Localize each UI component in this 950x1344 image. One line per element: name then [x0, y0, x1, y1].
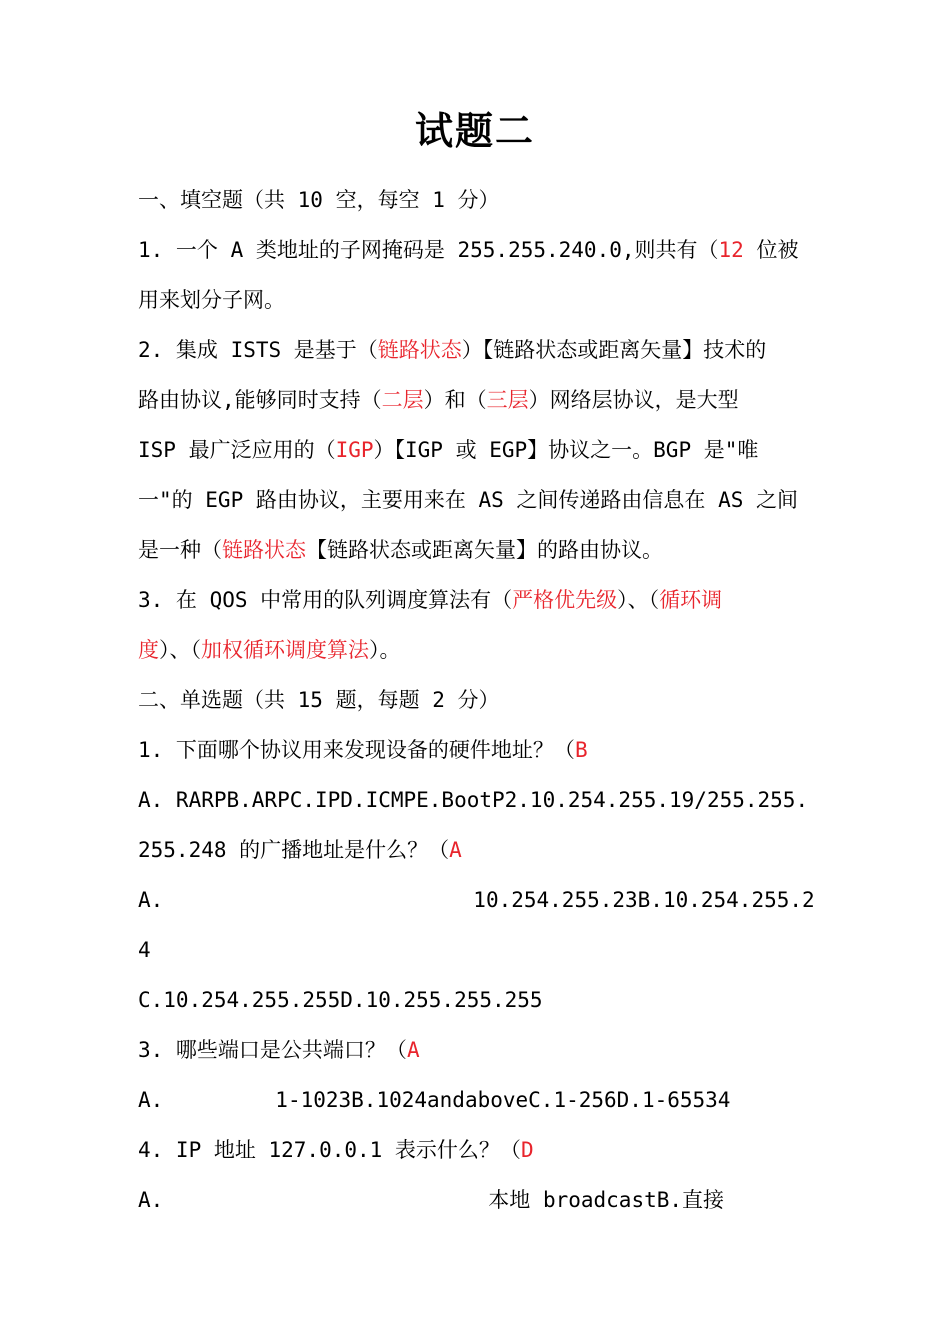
answer-text: 二层	[381, 388, 424, 412]
question-text: 【链路状态或距离矢量】的路由协议。	[306, 538, 663, 562]
text-line	[138, 835, 828, 865]
text-line	[138, 1035, 828, 1065]
text-line	[138, 885, 828, 915]
answer-text: D	[520, 1138, 534, 1162]
answer-text: 12	[718, 238, 744, 262]
page-title: 试题二	[414, 109, 535, 153]
text-line	[138, 385, 828, 415]
question-text: ）【IGP 或 EGP】协议之一。BGP 是"唯	[373, 438, 759, 462]
answer-text: 度	[138, 638, 159, 662]
question-text: 10.254.255.23B.10.254.255.2	[473, 888, 815, 912]
question-text: 1. 下面哪个协议用来发现设备的硬件地址？（	[138, 738, 575, 762]
question-text: ）、（	[159, 638, 201, 662]
question-text: 是一种（	[138, 538, 222, 562]
text-line	[138, 485, 828, 515]
question-text: 255.248 的广播地址是什么？（	[138, 838, 450, 862]
question-text: ）、（	[617, 588, 660, 612]
text-line	[138, 935, 828, 965]
text-line	[138, 985, 828, 1015]
question-text: C.10.254.255.255D.10.255.255.255	[138, 988, 543, 1012]
question-text: A.	[138, 1088, 164, 1112]
question-text: ）。	[369, 638, 401, 662]
answer-text: IGP	[335, 438, 374, 462]
answer-text: A	[406, 1038, 420, 1062]
answer-text: 链路状态	[222, 538, 306, 562]
question-text: 2. 集成 ISTS 是基于（	[138, 338, 378, 362]
text-line	[138, 635, 828, 665]
question-text: 3. 在 QOS 中常用的队列调度算法有（	[138, 588, 513, 612]
question-text: 一、填空题（共 10 空，每空 1 分）	[138, 188, 500, 212]
question-text: 用来划分子网。	[138, 288, 285, 312]
answer-text: 循环调	[659, 588, 723, 612]
answer-text: 链路状态	[377, 338, 462, 362]
text-line	[138, 185, 828, 215]
text-line	[138, 1085, 828, 1115]
text-line	[138, 235, 828, 265]
question-text: 3. 哪些端口是公共端口？（	[138, 1038, 407, 1062]
question-text: 4	[138, 938, 151, 962]
text-line	[138, 335, 828, 365]
question-text: 二、单选题（共 15 题，每题 2 分）	[138, 688, 500, 712]
answer-text: 三层	[486, 388, 529, 412]
question-text: 1-1023B.1024andaboveC.1-256D.1-65534	[275, 1088, 731, 1112]
text-line	[138, 585, 828, 615]
question-text: ）和（	[423, 388, 487, 412]
answer-text: B	[574, 738, 588, 762]
text-line	[138, 685, 828, 715]
answer-text: 严格优先级	[512, 588, 618, 612]
question-text: A. RARPB.ARPC.IPD.ICMPE.BootP2.10.254.255.19/255.255.	[138, 788, 809, 812]
answer-text: A	[449, 838, 462, 862]
question-text: ）网络层协议，是大型	[528, 388, 739, 412]
text-line	[138, 1135, 828, 1165]
text-line	[138, 735, 828, 765]
question-text: ）【链路状态或距离矢量】技术的	[461, 338, 767, 362]
answer-text: 加权循环调度算法	[201, 638, 369, 662]
question-text: 一"的 EGP 路由协议，主要用来在 AS 之间传递路由信息在 AS 之间	[138, 488, 799, 512]
question-text: A.	[138, 1188, 164, 1212]
question-text: 路由协议,能够同时支持（	[138, 388, 382, 412]
question-text: A.	[138, 888, 164, 912]
text-line	[138, 435, 828, 465]
text-line	[138, 785, 828, 815]
text-line	[138, 1185, 828, 1215]
question-text: 1. 一个 A 类地址的子网掩码是 255.255.240.0,则共有（	[138, 238, 719, 262]
text-line	[138, 285, 828, 315]
question-text: 4. IP 地址 127.0.0.1 表示什么？（	[138, 1138, 521, 1162]
question-text: ISP 最广泛应用的（	[138, 438, 336, 462]
question-text: 本地 broadcastB.直接	[488, 1188, 725, 1212]
question-text: 位被	[743, 238, 799, 262]
text-line	[138, 535, 828, 565]
